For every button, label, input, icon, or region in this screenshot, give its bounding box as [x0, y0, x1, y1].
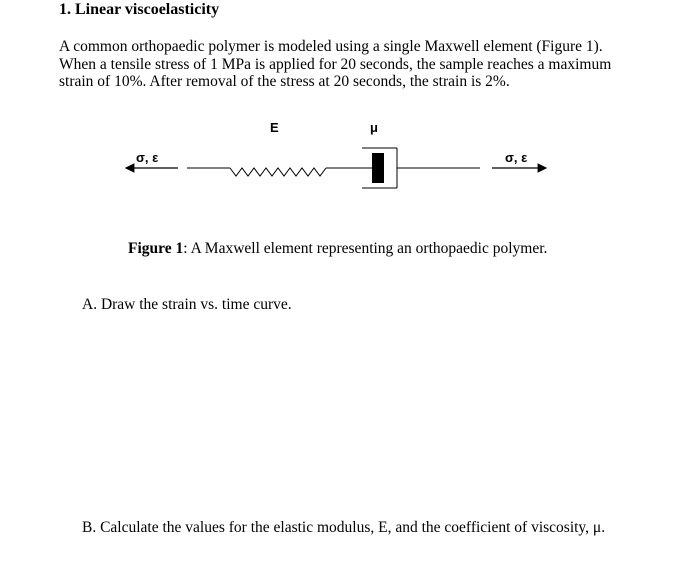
right-stress-strain-label: σ, ε [505, 150, 528, 165]
question-a: A. Draw the strain vs. time curve. [82, 296, 292, 313]
dashpot-label: μ [370, 120, 378, 135]
left-stress-strain-label: σ, ε [136, 150, 159, 165]
figure-caption [128, 240, 547, 258]
statement-line-2: When a tensile stress of 1 MPa is applied for 20 seconds, the sample reaches a maximum [59, 55, 612, 73]
section-heading: 1. Linear viscoelasticity [59, 1, 220, 18]
figure-caption-label: Figure 1 [128, 240, 184, 257]
spring-element [230, 168, 326, 176]
statement-line-1: A common orthopaedic polymer is modeled using a single Maxwell element (Figure 1). [59, 38, 603, 55]
spring-label: E [270, 120, 279, 135]
maxwell-element-diagram [0, 110, 700, 200]
statement-line-3: strain of 10%. After removal of the stress at 20 seconds, the strain is 2%. [59, 73, 510, 90]
maxwell-element-figure [0, 110, 700, 200]
problem-statement [59, 38, 659, 91]
question-b: B. Calculate the values for the elastic modulus, E, and the coefficient of viscosity, μ. [82, 519, 606, 536]
figure-caption-text: : A Maxwell element representing an orthopaedic polymer. [183, 240, 548, 257]
